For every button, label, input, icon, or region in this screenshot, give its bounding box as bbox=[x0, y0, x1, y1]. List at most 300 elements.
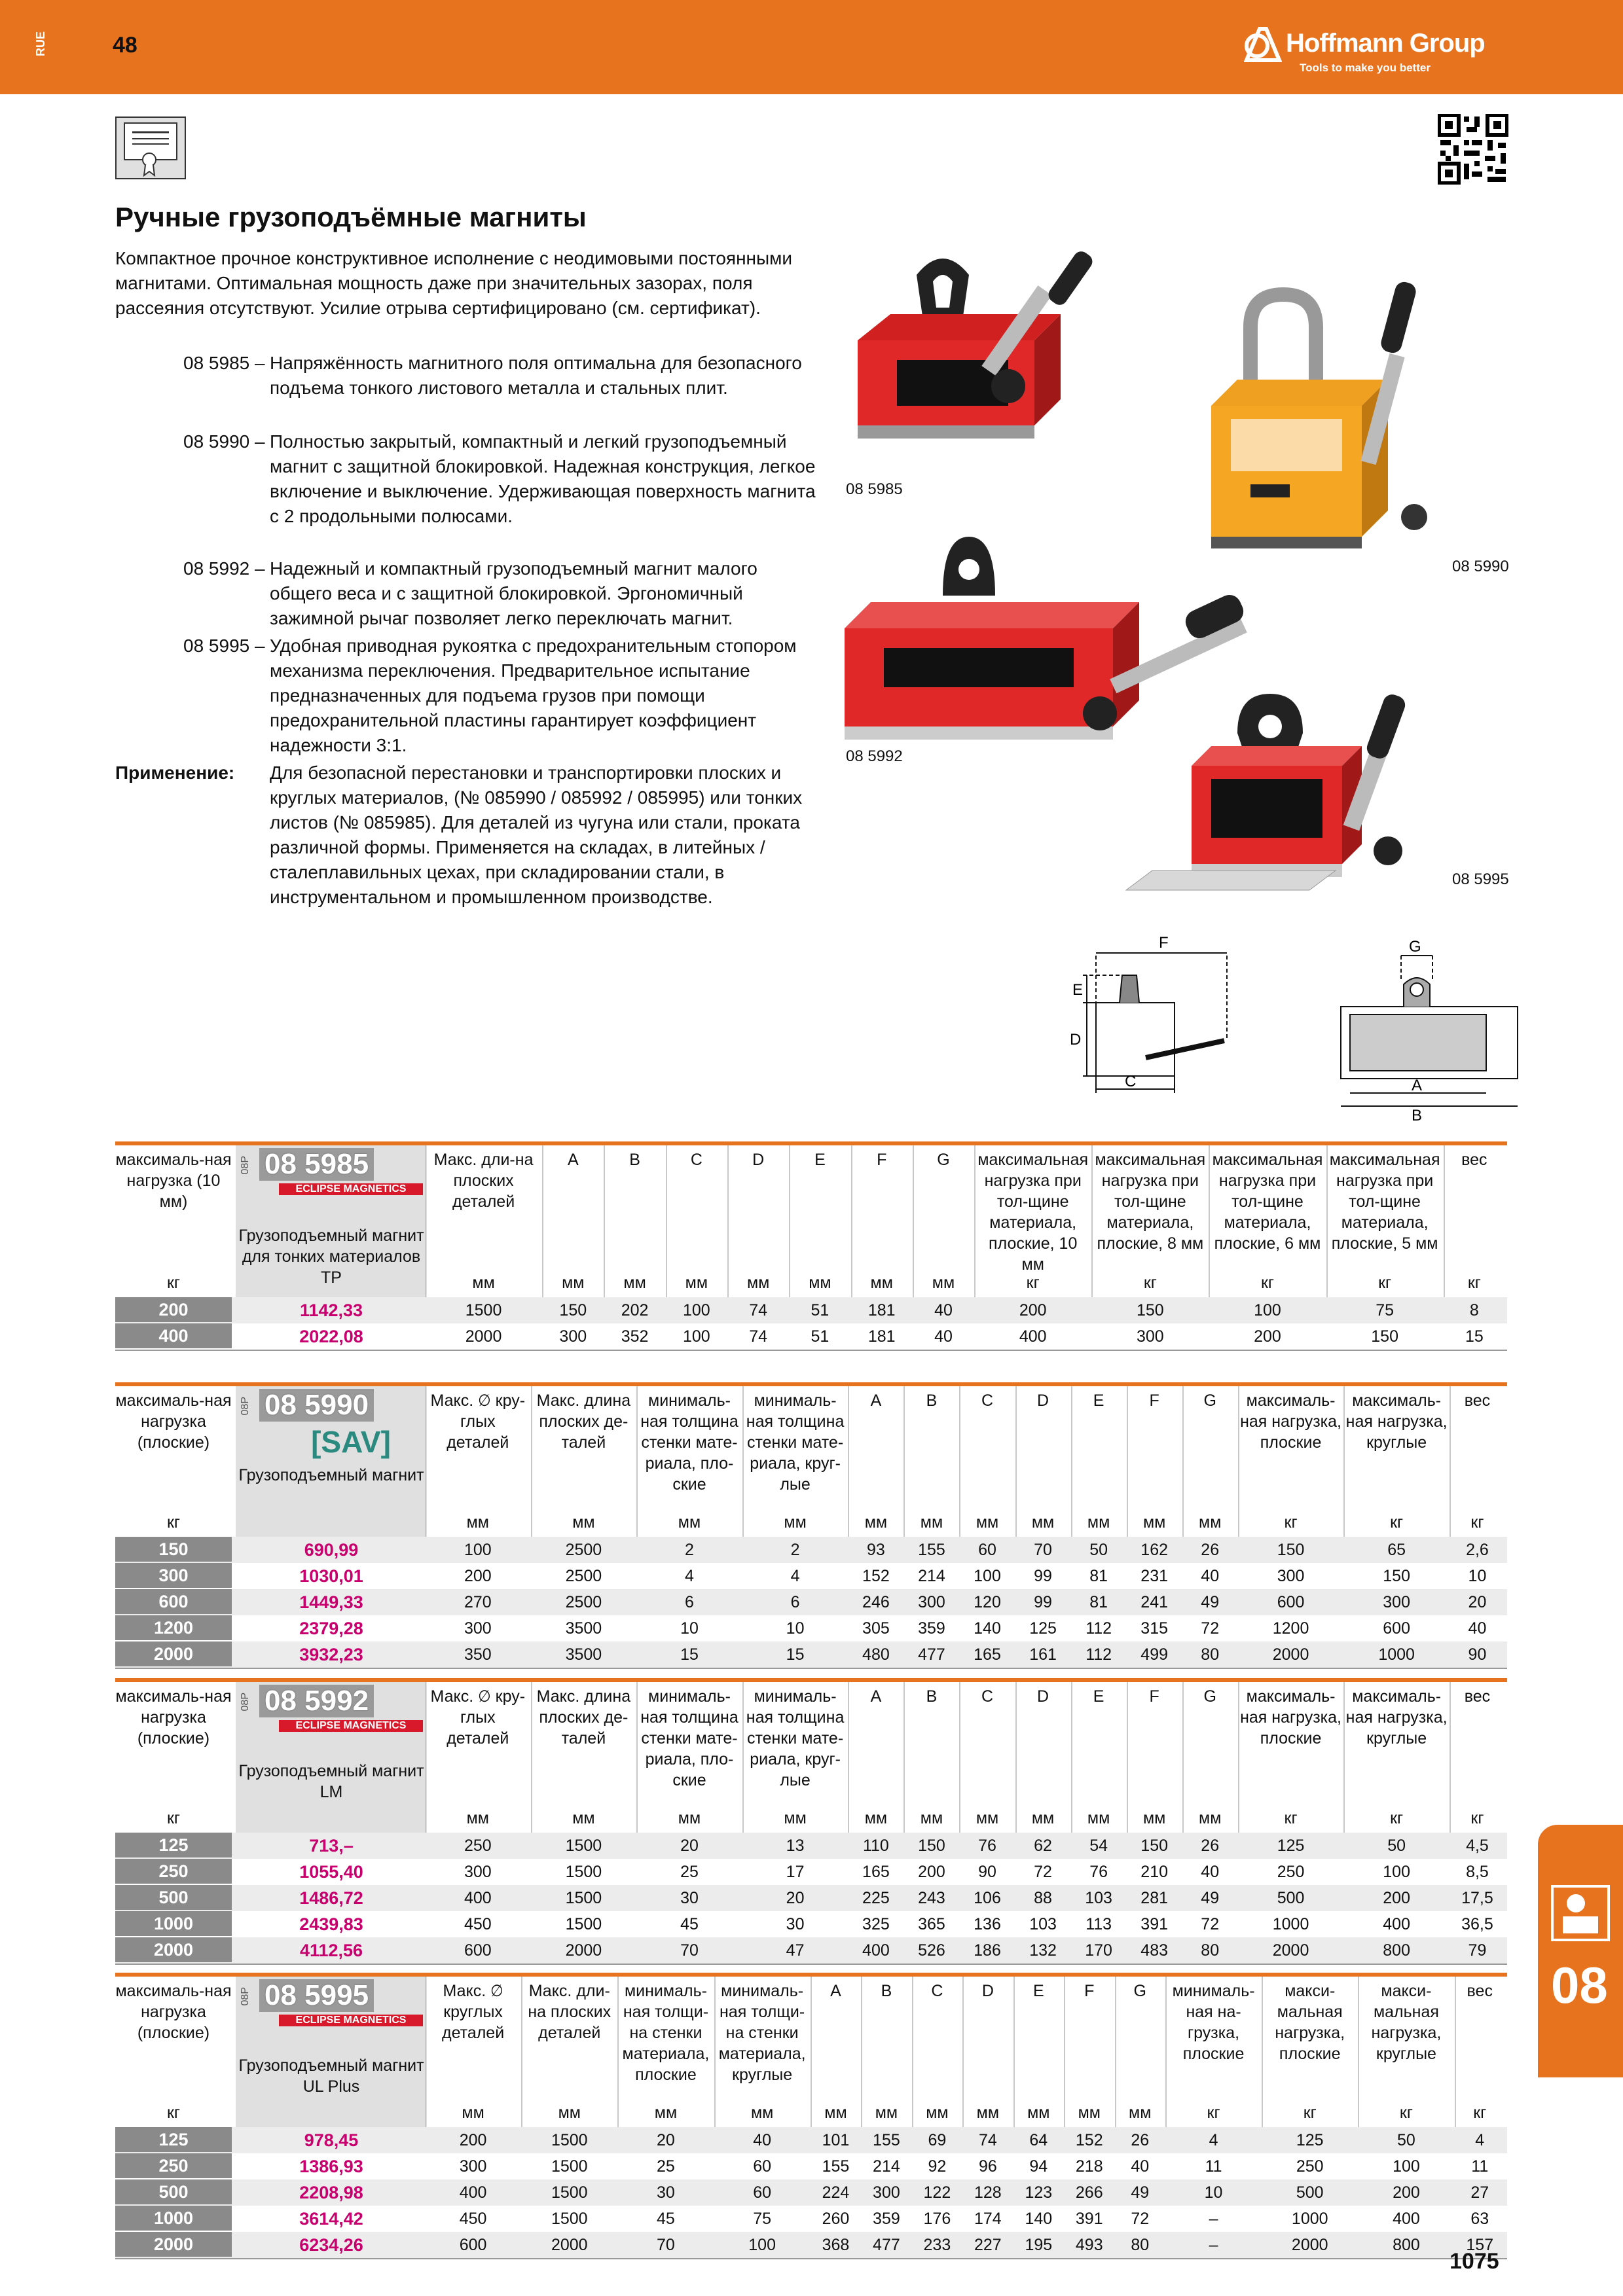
table-cell: 40 bbox=[1468, 1619, 1487, 1638]
table-cell: 499 bbox=[1140, 1645, 1169, 1664]
table-cell: 112 bbox=[1085, 1645, 1112, 1664]
table-cell: 50 bbox=[1089, 1541, 1108, 1559]
column-unit: мм bbox=[1142, 1513, 1166, 1532]
table-cell: 300 bbox=[1277, 1567, 1305, 1585]
table-cell: 477 bbox=[873, 2236, 900, 2254]
column-header: A bbox=[830, 1982, 841, 2000]
column-unit: кг bbox=[1378, 1274, 1392, 1292]
column-header: G bbox=[1133, 1982, 1146, 2000]
table-cell: 3500 bbox=[565, 1619, 602, 1638]
item-code: 08 5995 – bbox=[183, 636, 265, 656]
table-cell: 10 bbox=[1468, 1567, 1487, 1585]
lead-column-unit: кг bbox=[166, 1274, 181, 1292]
chapter-tab bbox=[1538, 1825, 1623, 2077]
table-cell: 99 bbox=[1034, 1593, 1052, 1611]
table-cell: 140 bbox=[1025, 2210, 1053, 2228]
table-cell: 2500 bbox=[565, 1541, 602, 1559]
price-link[interactable]: 1386,93 bbox=[299, 2157, 363, 2176]
table-cell: 176 bbox=[923, 2210, 951, 2228]
table-cell: 36,5 bbox=[1461, 1915, 1493, 1933]
page-header bbox=[0, 0, 1623, 94]
price-link[interactable]: 2208,98 bbox=[299, 2183, 363, 2202]
table-cell: 181 bbox=[867, 1327, 896, 1346]
table-cell: 6 bbox=[790, 1593, 800, 1611]
column-unit: мм bbox=[678, 1513, 701, 1532]
table-cell: 200 bbox=[464, 1567, 492, 1585]
table-cell: 391 bbox=[1075, 2210, 1103, 2228]
lead-column-unit: кг bbox=[166, 1513, 181, 1532]
table-cell: 74 bbox=[978, 2131, 997, 2149]
table-bottom-border bbox=[115, 1350, 1507, 1351]
table-cell: 10 bbox=[1204, 2183, 1223, 2202]
page-title: Ручные грузоподъёмные магниты bbox=[115, 202, 587, 232]
price-link[interactable]: 713,– bbox=[309, 1836, 354, 1856]
column-header: Макс. ∅ круглых деталей bbox=[441, 1982, 505, 2042]
hoffmann-logo-icon bbox=[1244, 26, 1282, 63]
table-cell: 20 bbox=[1468, 1593, 1487, 1611]
item-text: Надежный и компактный грузоподъемный магнит малого общего веса и с защитной блокировкой. Эргономичный зажимной рычаг позволяет легко переключать магнит. bbox=[270, 558, 757, 628]
table-cell: 400 bbox=[1019, 1327, 1047, 1346]
table-cell: 2000 bbox=[465, 1327, 502, 1346]
column-header: D bbox=[1037, 1391, 1049, 1410]
price-link[interactable]: 690,99 bbox=[304, 1540, 359, 1560]
product-table-085985 bbox=[115, 1141, 1507, 1350]
label-a: A bbox=[1412, 1077, 1423, 1094]
table-cell: 250 bbox=[1296, 2157, 1324, 2176]
table-cell: 106 bbox=[974, 1889, 1001, 1907]
table-cell: 300 bbox=[464, 1619, 492, 1638]
column-unit: мм bbox=[1199, 1809, 1222, 1827]
table-cell: 2000 bbox=[565, 1941, 602, 1960]
column-unit: мм bbox=[809, 1274, 831, 1292]
column-header: E bbox=[1093, 1391, 1104, 1410]
table-cell: 13 bbox=[786, 1837, 805, 1855]
table-cell: 10 bbox=[786, 1619, 805, 1638]
table-cell: 76 bbox=[1089, 1863, 1108, 1881]
table-cell: 20 bbox=[786, 1889, 805, 1907]
column-header: G bbox=[937, 1151, 950, 1169]
column-unit: мм bbox=[864, 1513, 888, 1532]
column-header: максимальная нагрузка при тол-щине материала, плоские, 8 мм bbox=[1095, 1151, 1206, 1253]
table-cell: 315 bbox=[1140, 1619, 1169, 1638]
table-cell: 2000 bbox=[1291, 2236, 1328, 2254]
table-cell: 25 bbox=[680, 1863, 699, 1881]
table-cell: 500 bbox=[1296, 2183, 1324, 2202]
price-link[interactable]: 3614,42 bbox=[299, 2209, 363, 2229]
column-unit: мм bbox=[466, 1809, 489, 1827]
column-unit: мм bbox=[466, 1513, 489, 1532]
column-header: вес bbox=[1467, 1982, 1493, 2000]
table-cell: 81 bbox=[1089, 1593, 1108, 1611]
table-cell: 155 bbox=[873, 2131, 900, 2149]
table-cell: 305 bbox=[862, 1619, 890, 1638]
max-load-cell: 2000 bbox=[115, 2232, 232, 2257]
table-cell: 3500 bbox=[565, 1645, 602, 1664]
item-code: 08 5985 – bbox=[183, 353, 265, 373]
table-cell: 81 bbox=[1089, 1567, 1108, 1585]
table-cell: 500 bbox=[1277, 1889, 1305, 1907]
table-cell: 150 bbox=[1140, 1837, 1169, 1855]
table-cell: 112 bbox=[1085, 1619, 1112, 1638]
table-cell: 359 bbox=[918, 1619, 945, 1638]
table-cell: 260 bbox=[822, 2210, 850, 2228]
label-f: F bbox=[1159, 934, 1169, 952]
price-link[interactable]: 4112,56 bbox=[299, 1941, 363, 1960]
price-link[interactable]: 1030,01 bbox=[299, 1566, 363, 1586]
image-label-085995: 08 5995 bbox=[1452, 870, 1509, 888]
qr-code-icon bbox=[1438, 114, 1508, 185]
label-d: D bbox=[1070, 1031, 1082, 1049]
column-unit: мм bbox=[824, 2104, 847, 2122]
table-cell: 15 bbox=[1465, 1327, 1484, 1346]
column-header: C bbox=[981, 1391, 994, 1410]
column-header: E bbox=[1032, 1982, 1044, 2000]
table-cell: 51 bbox=[811, 1301, 830, 1319]
table-cell: 80 bbox=[1201, 1941, 1220, 1960]
column-unit: мм bbox=[746, 1274, 770, 1292]
column-unit: мм bbox=[1142, 1809, 1166, 1827]
table-cell: 170 bbox=[1085, 1941, 1112, 1960]
max-load-cell: 150 bbox=[115, 1537, 232, 1562]
table-cell: 26 bbox=[1131, 2131, 1150, 2149]
product-table-085992 bbox=[115, 1678, 1507, 1964]
column-header: C bbox=[981, 1687, 994, 1706]
column-header: максималь-ная нагрузка, круглые bbox=[1345, 1391, 1448, 1452]
table-cell: 49 bbox=[1201, 1889, 1220, 1907]
table-cell: 125 bbox=[1296, 2131, 1324, 2149]
column-header: Макс. дли-на плоских деталей bbox=[433, 1151, 534, 1211]
table-cell: 4 bbox=[1475, 2131, 1485, 2149]
column-header: A bbox=[870, 1687, 882, 1706]
table-cell: 72 bbox=[1201, 1619, 1220, 1638]
table-cell: 231 bbox=[1140, 1567, 1169, 1585]
table-cell: 2 bbox=[685, 1541, 694, 1559]
table-cell: 27 bbox=[1470, 2183, 1489, 2202]
table-cell: 150 bbox=[1371, 1327, 1398, 1346]
table-cell: 2000 bbox=[551, 2236, 588, 2254]
table-cell: 1500 bbox=[465, 1301, 502, 1319]
article-label: 08P bbox=[240, 1156, 251, 1175]
table-cell: 2 bbox=[790, 1541, 800, 1559]
column-unit: мм bbox=[1031, 1513, 1055, 1532]
article-label: 08P bbox=[240, 1987, 251, 2006]
column-unit: мм bbox=[864, 1809, 888, 1827]
table-cell: 4,5 bbox=[1466, 1837, 1489, 1855]
price-link[interactable]: 1055,40 bbox=[299, 1862, 363, 1882]
column-unit: кг bbox=[1390, 1513, 1404, 1532]
column-header: минималь-ная на-грузка, плоские bbox=[1172, 1982, 1255, 2063]
table-cell: 200 bbox=[918, 1863, 945, 1881]
table-cell: 63 bbox=[1470, 2210, 1489, 2228]
table-cell: 300 bbox=[918, 1593, 945, 1611]
price-link[interactable]: 1142,33 bbox=[299, 1300, 363, 1320]
table-cell: 200 bbox=[1254, 1327, 1281, 1346]
table-cell: 600 bbox=[464, 1941, 492, 1960]
image-label-085992: 08 5992 bbox=[846, 747, 903, 765]
table-cell: 60 bbox=[753, 2157, 772, 2176]
max-load-cell: 500 bbox=[115, 2179, 232, 2204]
table-cell: 1500 bbox=[565, 1837, 602, 1855]
table-bottom-border bbox=[115, 1668, 1507, 1669]
column-header: F bbox=[1149, 1687, 1159, 1706]
table-bottom-border bbox=[115, 1964, 1507, 1965]
table-cell: 125 bbox=[1277, 1837, 1305, 1855]
table-cell: 51 bbox=[811, 1327, 830, 1346]
table-cell: 125 bbox=[1029, 1619, 1057, 1638]
column-header: Макс. ∅ кру-глых деталей bbox=[430, 1687, 526, 1748]
table-cell: 45 bbox=[657, 2210, 675, 2228]
table-cell: 20 bbox=[657, 2131, 675, 2149]
table-cell: 2000 bbox=[1272, 1941, 1309, 1960]
table-cell: 150 bbox=[1383, 1567, 1410, 1585]
table-cell: 250 bbox=[1277, 1863, 1305, 1881]
max-load-cell: 125 bbox=[115, 2127, 232, 2152]
label-c: C bbox=[1125, 1073, 1137, 1090]
table-cell: 1500 bbox=[565, 1889, 602, 1907]
price-link[interactable]: 2022,08 bbox=[299, 1327, 363, 1346]
table-cell: 600 bbox=[459, 2236, 487, 2254]
table-cell: 2000 bbox=[1272, 1645, 1309, 1664]
column-header: минималь-ная толщина стенки мате-риала, круг-лые bbox=[746, 1391, 845, 1494]
table-cell: 152 bbox=[862, 1567, 890, 1585]
column-unit: мм bbox=[870, 1274, 893, 1292]
column-unit: кг bbox=[1473, 2104, 1487, 2122]
column-unit: кг bbox=[1390, 1809, 1404, 1827]
column-unit: мм bbox=[926, 2104, 949, 2122]
article-label: 08P bbox=[240, 1693, 251, 1712]
column-header: C bbox=[690, 1151, 702, 1169]
table-cell: 300 bbox=[559, 1327, 587, 1346]
table-cell: 26 bbox=[1201, 1541, 1220, 1559]
label-b: B bbox=[1412, 1107, 1423, 1124]
table-cell: 90 bbox=[1468, 1645, 1487, 1664]
table-cell: 30 bbox=[786, 1915, 805, 1933]
lead-column-header: максималь-ная нагрузка (плоские) bbox=[115, 1982, 232, 2042]
table-cell: 69 bbox=[928, 2131, 947, 2149]
image-label-085985: 08 5985 bbox=[846, 480, 903, 498]
column-header: A bbox=[870, 1391, 882, 1410]
column-unit: кг bbox=[1026, 1274, 1040, 1292]
product-description: Грузоподъемный магнит LM bbox=[238, 1762, 424, 1801]
table-cell: 350 bbox=[464, 1645, 492, 1664]
table-cell: 4 bbox=[1209, 2131, 1218, 2149]
table-cell: 110 bbox=[862, 1837, 889, 1855]
product-description: Грузоподъемный магнит bbox=[238, 1466, 424, 1484]
table-cell: 40 bbox=[934, 1327, 953, 1346]
table-cell: 195 bbox=[1025, 2236, 1053, 2254]
table-cell: 132 bbox=[1029, 1941, 1057, 1960]
column-unit: кг bbox=[1303, 2104, 1317, 2122]
brand-logo: ECLIPSE MAGNETICS bbox=[279, 2015, 423, 2026]
table-cell: 2500 bbox=[565, 1593, 602, 1611]
column-unit: мм bbox=[1078, 2104, 1101, 2122]
table-cell: 1500 bbox=[551, 2183, 588, 2202]
table-cell: 49 bbox=[1201, 1593, 1220, 1611]
lead-column-unit: кг bbox=[166, 1809, 181, 1827]
column-unit: мм bbox=[1087, 1513, 1110, 1532]
table-cell: 200 bbox=[459, 2131, 487, 2149]
price-link[interactable]: 2379,28 bbox=[299, 1619, 363, 1638]
table-cell: 122 bbox=[923, 2183, 951, 2202]
table-cell: 90 bbox=[978, 1863, 996, 1881]
column-unit: мм bbox=[976, 1809, 999, 1827]
max-load-cell: 2000 bbox=[115, 1937, 232, 1962]
intro-text: Компактное прочное конструктивное исполнение с неодимовыми постоянными магнитами. Оптимальная мощность даже при значительных зазорах, поля рассеяния отсутствуют. Усилие отрыва сертифицировано (см. сертификат). bbox=[115, 248, 793, 318]
column-unit: мм bbox=[1031, 1809, 1055, 1827]
table-cell: 79 bbox=[1468, 1941, 1487, 1960]
table-cell: 165 bbox=[862, 1863, 890, 1881]
column-header: C bbox=[931, 1982, 943, 2000]
max-load-cell: 250 bbox=[115, 1859, 232, 1884]
table-cell: 70 bbox=[657, 2236, 675, 2254]
table-cell: 8,5 bbox=[1466, 1863, 1489, 1881]
column-header: Макс. ∅ кру-глых деталей bbox=[430, 1391, 526, 1452]
table-cell: 186 bbox=[974, 1941, 1001, 1960]
table-cell: 150 bbox=[1136, 1301, 1164, 1319]
table-cell: 17,5 bbox=[1461, 1889, 1493, 1907]
table-cell: 1000 bbox=[1272, 1915, 1309, 1933]
table-cell: 140 bbox=[974, 1619, 1001, 1638]
max-load-cell: 125 bbox=[115, 1833, 232, 1857]
column-header: F bbox=[1084, 1982, 1095, 2000]
table-cell: 281 bbox=[1140, 1889, 1169, 1907]
table-cell: 40 bbox=[934, 1301, 953, 1319]
column-header: макси-мальная нагрузка, круглые bbox=[1371, 1982, 1442, 2063]
table-cell: 1500 bbox=[565, 1915, 602, 1933]
table-cell: 93 bbox=[867, 1541, 885, 1559]
column-unit: мм bbox=[920, 1809, 943, 1827]
table-cell: 161 bbox=[1029, 1645, 1057, 1664]
table-cell: 100 bbox=[682, 1327, 710, 1346]
table-cell: 62 bbox=[1034, 1837, 1052, 1855]
table-cell: 123 bbox=[1025, 2183, 1053, 2202]
table-cell: 368 bbox=[822, 2236, 850, 2254]
table-cell: 15 bbox=[680, 1645, 699, 1664]
table-cell: 4 bbox=[790, 1567, 800, 1585]
table-cell: 526 bbox=[918, 1941, 945, 1960]
table-cell: 25 bbox=[657, 2157, 675, 2176]
column-unit: мм bbox=[654, 2104, 678, 2122]
table-cell: 128 bbox=[974, 2183, 1002, 2202]
table-cell: 1500 bbox=[551, 2210, 588, 2228]
column-unit: мм bbox=[1129, 2104, 1152, 2122]
table-cell: 155 bbox=[822, 2157, 850, 2176]
column-unit: мм bbox=[462, 2104, 484, 2122]
price-link[interactable]: 6234,26 bbox=[299, 2235, 363, 2255]
brand-name: Hoffmann Group bbox=[1286, 29, 1485, 58]
table-cell: – bbox=[1209, 2210, 1218, 2228]
table-cell: 10 bbox=[680, 1619, 699, 1638]
column-unit: кг bbox=[1284, 1513, 1298, 1532]
table-cell: 92 bbox=[928, 2157, 947, 2176]
table-cell: – bbox=[1209, 2236, 1218, 2254]
table-cell: 100 bbox=[748, 2236, 776, 2254]
price-link[interactable]: 3932,23 bbox=[299, 1645, 363, 1664]
table-cell: 40 bbox=[1201, 1567, 1220, 1585]
table-cell: 300 bbox=[1136, 1327, 1164, 1346]
page-number: 48 bbox=[113, 33, 137, 58]
table-cell: 400 bbox=[459, 2183, 487, 2202]
column-unit: мм bbox=[976, 2104, 1000, 2122]
article-number: 08 5995 bbox=[259, 1979, 374, 2012]
price-link[interactable]: 978,45 bbox=[304, 2130, 359, 2150]
max-load-cell: 400 bbox=[115, 1323, 232, 1348]
max-load-cell: 1000 bbox=[115, 2206, 232, 2231]
column-header: E bbox=[814, 1151, 826, 1169]
application-text: Для безопасной перестановки и транспортировки плоских и круглых материалов, (№ 085990 / 085992 / 085995) или тонких листов (№ 085985). Для деталей из чугуна или стали, проката различной формы. Применяется на складах, в литейных / сталеплавильных цехах, при складировании стали, в инструментальном и промышленном производстве. bbox=[270, 762, 803, 907]
column-unit: кг bbox=[1207, 2104, 1220, 2122]
column-header: Макс. длина плоских де-талей bbox=[536, 1391, 631, 1452]
table-cell: 359 bbox=[873, 2210, 900, 2228]
price-link[interactable]: 2439,83 bbox=[299, 1914, 363, 1934]
brand-logo: ECLIPSE MAGNETICS bbox=[279, 1720, 423, 1732]
column-header: B bbox=[629, 1151, 640, 1169]
max-load-cell: 300 bbox=[115, 1563, 232, 1588]
table-cell: 181 bbox=[867, 1301, 896, 1319]
column-unit: кг bbox=[1399, 2104, 1413, 2122]
table-cell: 202 bbox=[621, 1301, 649, 1319]
table-cell: 88 bbox=[1034, 1889, 1052, 1907]
column-unit: мм bbox=[572, 1513, 595, 1532]
table-cell: 54 bbox=[1089, 1837, 1108, 1855]
column-unit: кг bbox=[1470, 1809, 1484, 1827]
table-cell: 74 bbox=[749, 1327, 768, 1346]
price-link[interactable]: 1486,72 bbox=[299, 1888, 363, 1908]
table-cell: 15 bbox=[786, 1645, 805, 1664]
table-cell: 80 bbox=[1201, 1645, 1220, 1664]
column-header: B bbox=[926, 1391, 938, 1410]
table-cell: 50 bbox=[1387, 1837, 1406, 1855]
table-cell: 246 bbox=[862, 1593, 890, 1611]
table-cell: 8 bbox=[1469, 1301, 1479, 1319]
table-cell: 70 bbox=[680, 1941, 699, 1960]
table-cell: 233 bbox=[923, 2236, 951, 2254]
column-unit: мм bbox=[976, 1513, 999, 1532]
table-cell: 150 bbox=[559, 1301, 587, 1319]
table-cell: 30 bbox=[680, 1889, 699, 1907]
table-cell: 1000 bbox=[1378, 1645, 1415, 1664]
table-cell: 227 bbox=[974, 2236, 1002, 2254]
column-header: B bbox=[926, 1687, 938, 1706]
table-cell: 136 bbox=[974, 1915, 1001, 1933]
max-load-cell: 500 bbox=[115, 1885, 232, 1910]
column-unit: мм bbox=[1027, 2104, 1050, 2122]
column-unit: мм bbox=[572, 1809, 595, 1827]
table-cell: 100 bbox=[1254, 1301, 1281, 1319]
table-cell: 1500 bbox=[551, 2131, 588, 2149]
image-label-085990: 08 5990 bbox=[1452, 558, 1509, 575]
column-header: вес bbox=[1464, 1391, 1491, 1410]
table-cell: 100 bbox=[682, 1301, 710, 1319]
price-link[interactable]: 1449,33 bbox=[299, 1592, 363, 1612]
table-cell: 99 bbox=[1034, 1567, 1052, 1585]
column-header: минималь-ная толщи-на стенки материала, круглые bbox=[718, 1982, 806, 2084]
column-header: D bbox=[981, 1982, 994, 2000]
table-cell: 150 bbox=[1277, 1541, 1305, 1559]
table-bottom-border bbox=[115, 2258, 1507, 2259]
table-cell: 60 bbox=[978, 1541, 996, 1559]
table-cell: 365 bbox=[918, 1915, 945, 1933]
brand-logo: [SAV] bbox=[311, 1425, 391, 1459]
table-cell: 6 bbox=[685, 1593, 694, 1611]
table-cell: 74 bbox=[749, 1301, 768, 1319]
column-unit: мм bbox=[932, 1274, 955, 1292]
table-cell: 300 bbox=[464, 1863, 492, 1881]
table-cell: 165 bbox=[974, 1645, 1001, 1664]
table-cell: 2500 bbox=[565, 1567, 602, 1585]
column-header: макси-мальная нагрузка, плоские bbox=[1275, 1982, 1345, 2063]
column-header: максималь-ная нагрузка, плоские bbox=[1240, 1391, 1342, 1452]
